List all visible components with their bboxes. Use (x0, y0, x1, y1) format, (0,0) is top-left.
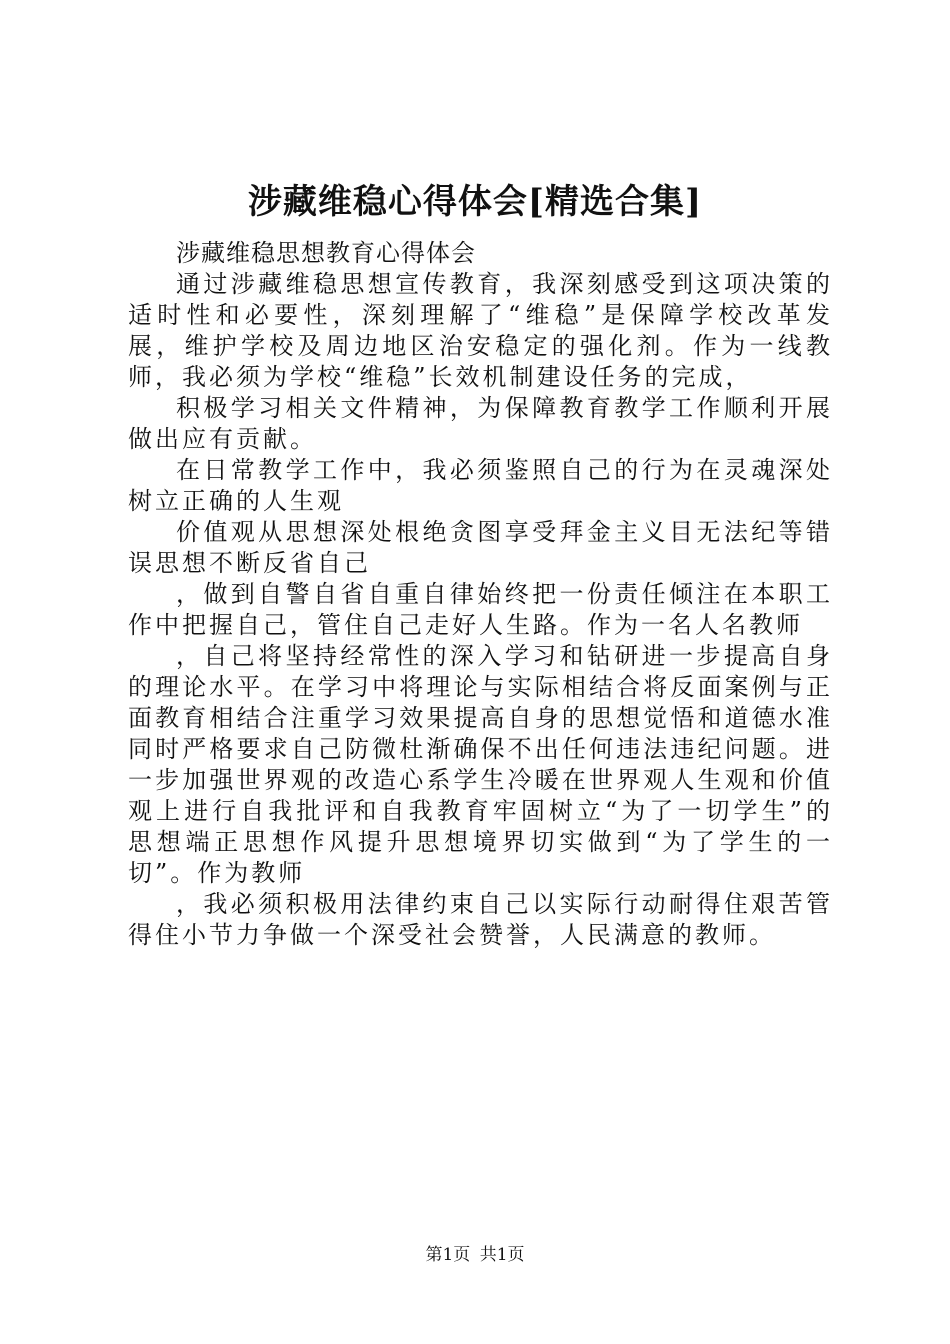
page-number-total: 共1页 (479, 1245, 525, 1265)
body-paragraph-1: 通过涉藏维稳思想宣传教育，我深刻感受到这项决策的适时性和必要性，深刻理解了“维稳”是保障学校改革发展，维护学校及周边地区治安稳定的强化剂。作为一线教师，我必须为学校“维稳”长效机制建设任务的完成， (128, 270, 833, 391)
document-title: 涉藏维稳心得体会[精选合集] (247, 182, 703, 222)
body-paragraph-4: 价值观从思想深处根绝贪图享受拜金主义目无法纪等错误思想不断反省自己 (128, 518, 833, 577)
body-paragraph-2: 积极学习相关文件精神，为保障教育教学工作顺利开展做出应有贡献。 (128, 394, 833, 453)
body-paragraph-6: ，自己将坚持经常性的深入学习和钻研进一步提高自身的理论水平。在学习中将理论与实际相结合将反面案例与正面教育相结合注重学习效果提高自身的思想觉悟和道德水准同时严格要求自己防微杜渐确保不出任何违法违纪问题。进一步加强世界观的改造心系学生冷暖在世界观人生观和价值观上进行自我批评和自我教育牢固树立“为了一切学生”的思想端正思想作风提升思想境界切实做到“为了学生的一切”。作为教师 (128, 642, 833, 887)
page-number-current: 第1页 (425, 1245, 471, 1265)
subtitle-paragraph: 涉藏维稳思想教育心得体会 (176, 239, 476, 267)
page-footer (0, 1243, 950, 1267)
body-paragraph-5: ，做到自警自省自重自律始终把一份责任倾注在本职工作中把握自己，管住自己走好人生路。作为一名人名教师 (128, 580, 833, 639)
body-paragraph-3: 在日常教学工作中，我必须鉴照自己的行为在灵魂深处树立正确的人生观 (128, 456, 833, 515)
body-paragraph-7: ，我必须积极用法律约束自己以实际行动耐得住艰苦管得住小节力争做一个深受社会赞誉，人民满意的教师。 (128, 890, 833, 949)
document-body (128, 238, 833, 951)
